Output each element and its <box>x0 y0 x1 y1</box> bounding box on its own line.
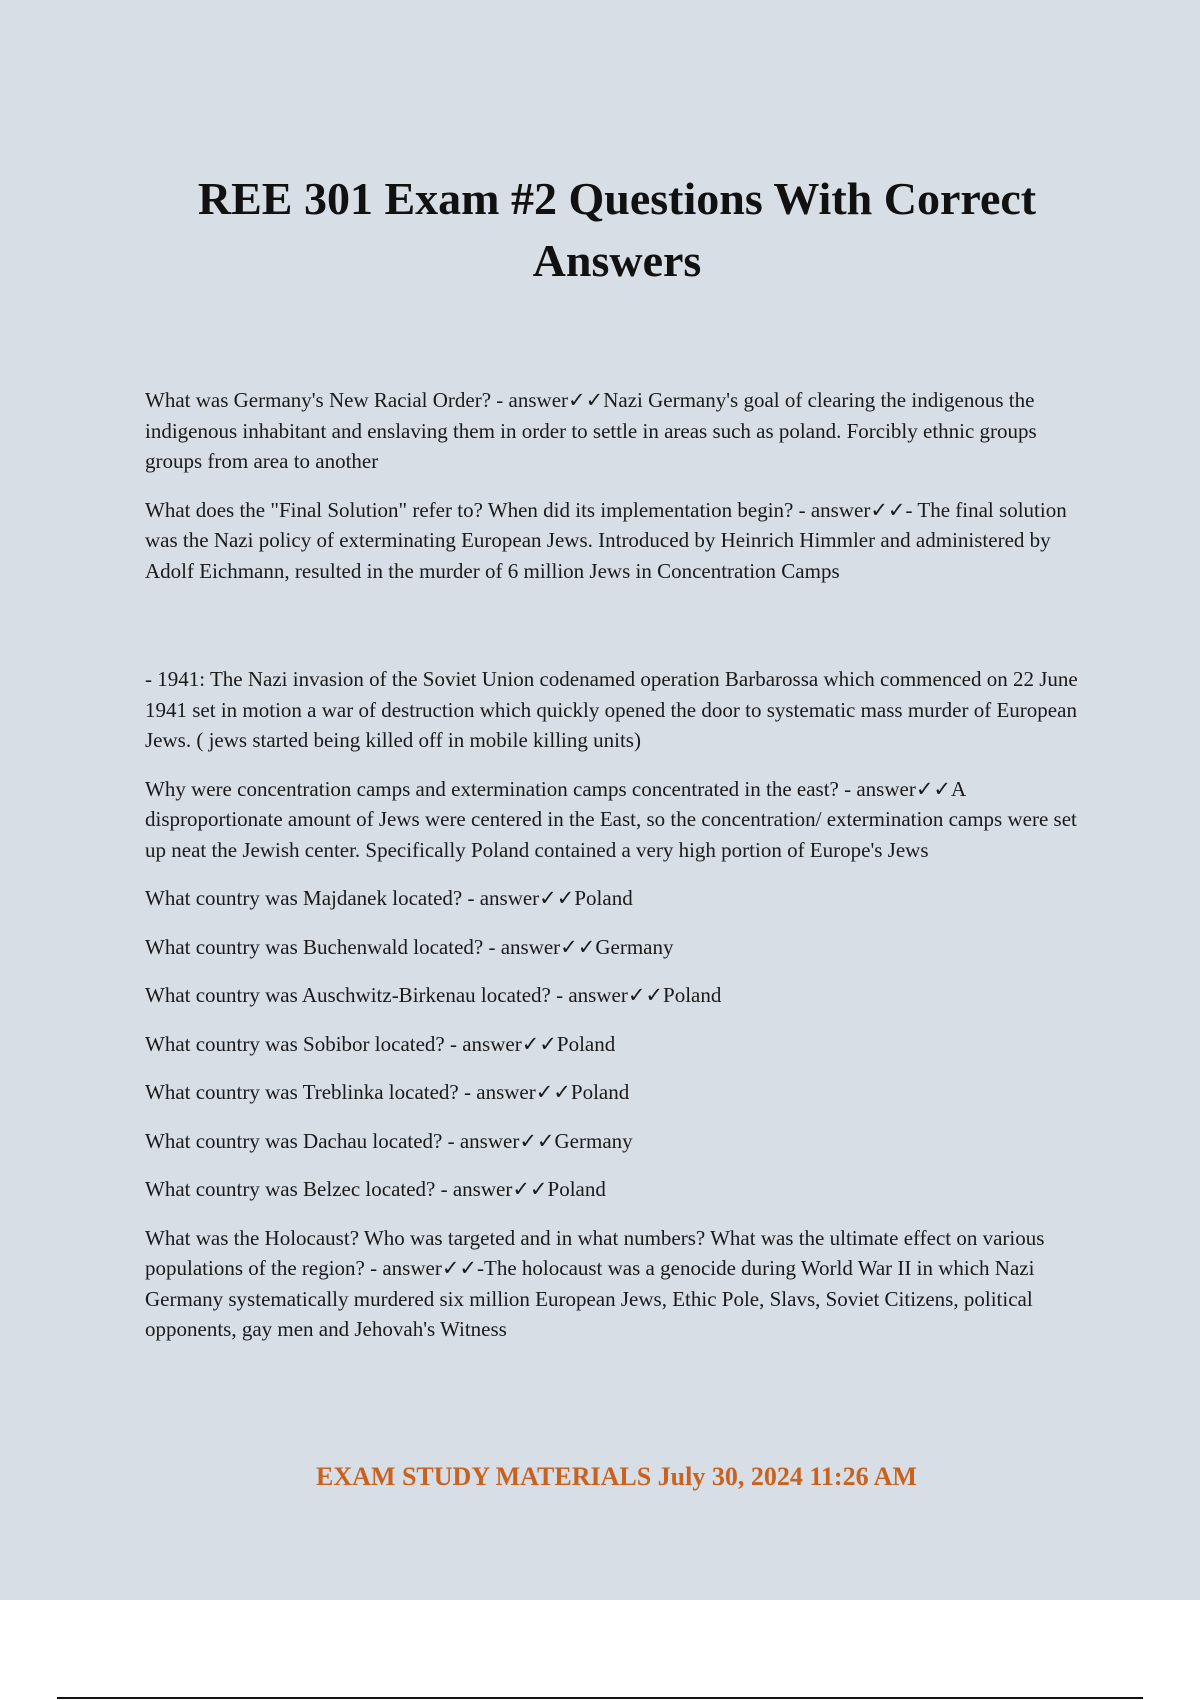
paragraph-belzec: What country was Belzec located? - answer✓✓Poland <box>145 1177 606 1201</box>
paragraph-1941-barbarossa: - 1941: The Nazi invasion of the Soviet Union codenamed operation Barbarossa which commenced on 22 June 1941 set in motion a war of destruction which quickly opened the door to systematic mass murder of European Jews. ( jews started being killed off in mobile killing units) <box>145 667 1078 752</box>
paragraph-dachau: What country was Dachau located? - answer✓✓Germany <box>145 1128 633 1153</box>
paragraph-camps-east: Why were concentration camps and extermination camps concentrated in the east? - answer✓✓A disproportionate amount of Jews were centered in the East, so the concentration/ extermination camps were set up neat the Jewish center. Specifically Poland contained a very high portion of Europe's Jews <box>145 776 1077 862</box>
paragraph-final-solution: What does the "Final Solution" refer to? When did its implementation begin? - answer✓✓- The final solution was the Nazi policy of exterminating European Jews. Introduced by Heinrich Himmler and administered by Adolf Eichmann, resulted in the murder of 6 million Jews in Concentration Camps <box>145 497 1067 583</box>
paragraph-sobibor: What country was Sobibor located? - answer✓✓Poland <box>145 1031 616 1056</box>
page-bottom-rule <box>57 1697 1143 1699</box>
study-materials-stamp: EXAM STUDY MATERIALS July 30, 2024 11:26 AM <box>316 1462 917 1491</box>
paragraph-buchenwald: What country was Buchenwald located? - answer✓✓Germany <box>145 934 674 959</box>
paragraph-gap <box>145 604 1080 664</box>
document-title: REE 301 Exam #2 Questions With Correct Answers <box>197 173 1037 286</box>
paragraph-treblinka: What country was Treblinka located? - answer✓✓Poland <box>145 1080 630 1104</box>
paragraph-auschwitz-birkenau: What country was Auschwitz-Birkenau located? - answer✓✓Poland <box>145 983 722 1007</box>
paragraph-holocaust: What was the Holocaust? Who was targeted and in what numbers? What was the ultimate effect on various populations of the region? - answer✓✓-The holocaust was a genocide during World War II in which Nazi Germany systematically murdered six million European Jews, Ethic Pole, Slavs, Soviet Citizens, political opponents, gay men and Jehovah's Witness <box>145 1225 1045 1341</box>
paragraph-majdanek: What country was Majdanek located? - answer✓✓Poland <box>145 886 633 910</box>
paragraph-new-racial-order: What was Germany's New Racial Order? - answer✓✓Nazi Germany's goal of clearing the indigenous the indigenous inhabitant and enslaving them in order to settle in areas such as poland. Forcibly ethnic groups groups from area to another <box>145 388 1037 473</box>
document-body <box>145 385 1080 1363</box>
